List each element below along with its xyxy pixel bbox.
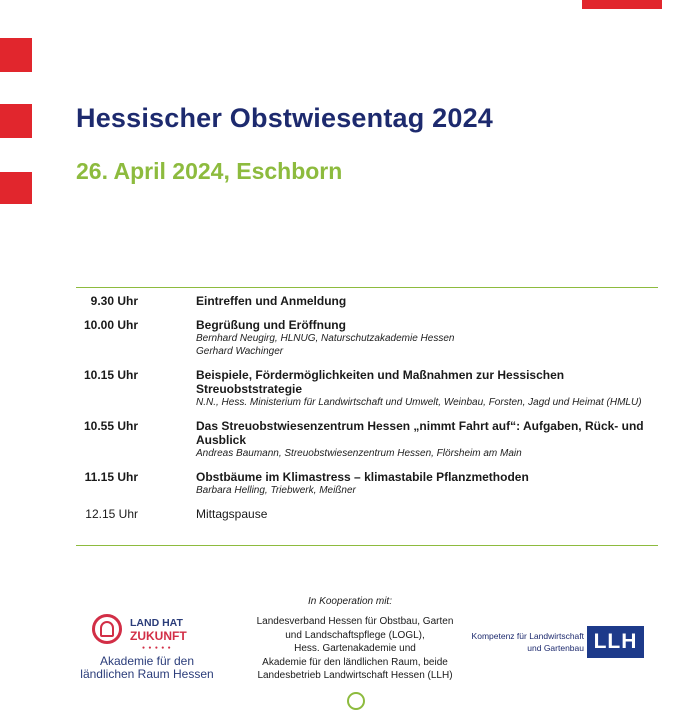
program-title: Eintreffen und Anmeldung [196,294,347,308]
program-item [76,470,658,497]
logo-tagline-line2: ländlichen Raum Hessen [80,667,214,681]
cooperation-line: und Landschaftspflege (LOGL), [285,629,425,641]
llh-text-line1: Kompetenz für Landwirtschaft [471,631,584,641]
logo-tagline-line1: Akademie für den [99,654,195,668]
cooperation-line: Landesbetrieb Landwirtschaft Hessen (LLH) [257,670,453,681]
event-date-location: 26. April 2024, Eschborn [76,158,343,184]
program-speaker: Gerhard Wachinger [196,346,284,357]
program-speaker: N.N., Hess. Ministerium für Landwirtschaft und Umwelt, Weinbau, Forsten, Jagd und Heimat (HMLU) [196,397,642,408]
program-title: Obstbäume im Klimastress – klimastabile Pflanzmethoden [196,470,529,484]
red-accent-block-2 [0,104,32,138]
program-item [76,318,658,358]
program-title: Beispiele, Fördermöglichkeiten und Maßnahmen zur Hessischen Streuobststrategie [196,368,565,396]
cooperation-line: Hess. Gartenakademie und [294,643,416,654]
cooperation-label: In Kooperation mit: [308,596,392,607]
program-item [76,507,658,521]
program-time: 10.55 Uhr [83,419,138,433]
red-accent-block-3 [0,172,32,204]
dots-decoration-icon: ● ● ● ● ● [142,645,172,651]
logo-text-line1: LAND HAT [130,617,183,629]
emblem-icon [92,614,122,644]
program-time: 10.15 Uhr [83,368,138,382]
program-content [196,419,656,460]
llh-logo: LLH [587,626,644,658]
program-time: 9.30 Uhr [90,294,138,308]
partner-emblem-icon [347,692,365,710]
cooperation-line: Landesverband Hessen für Obstbau, Garten [256,616,454,627]
cooperation-line: Akademie für den ländlichen Raum, beide [262,656,448,668]
program-time: 10.00 Uhr [83,318,138,332]
program-title: Begrüßung und Eröffnung [196,318,346,332]
program-item [76,419,658,460]
llh-text-line2: und Gartenbau [527,643,584,653]
program-item [76,368,658,409]
red-accent-bar-top [582,0,662,9]
logo-text-line2: ZUKUNFT [130,629,187,643]
program-time: 12.15 Uhr [85,507,138,521]
program-content [196,318,656,358]
program-time: 11.15 Uhr [84,470,138,484]
program-content [196,470,656,497]
program-title: Mittagspause [196,507,268,521]
divider-top [76,287,658,288]
program-schedule [76,294,658,521]
event-title: Hessischer Obstwiesentag 2024 [76,103,494,133]
llh-logo-text [458,630,584,654]
program-speaker: Bernhard Neugirg, HLNUG, Naturschutzakademie Hessen [196,333,455,344]
land-hat-zukunft-logo [72,613,222,688]
cooperation-partners [232,615,478,683]
divider-bottom [76,545,658,546]
program-content [196,507,656,521]
program-content [196,294,656,308]
program-title: Das Streuobstwiesenzentrum Hessen „nimmt Fahrt auf“: Aufgaben, Rück- und Ausblick [196,419,644,447]
program-content [196,368,656,409]
program-speaker: Barbara Helling, Triebwerk, Meißner [196,485,356,496]
program-item [76,294,658,308]
program-speaker: Andreas Baumann, Streuobstwiesenzentrum Hessen, Flörsheim am Main [196,448,522,459]
red-accent-block-1 [0,38,32,72]
